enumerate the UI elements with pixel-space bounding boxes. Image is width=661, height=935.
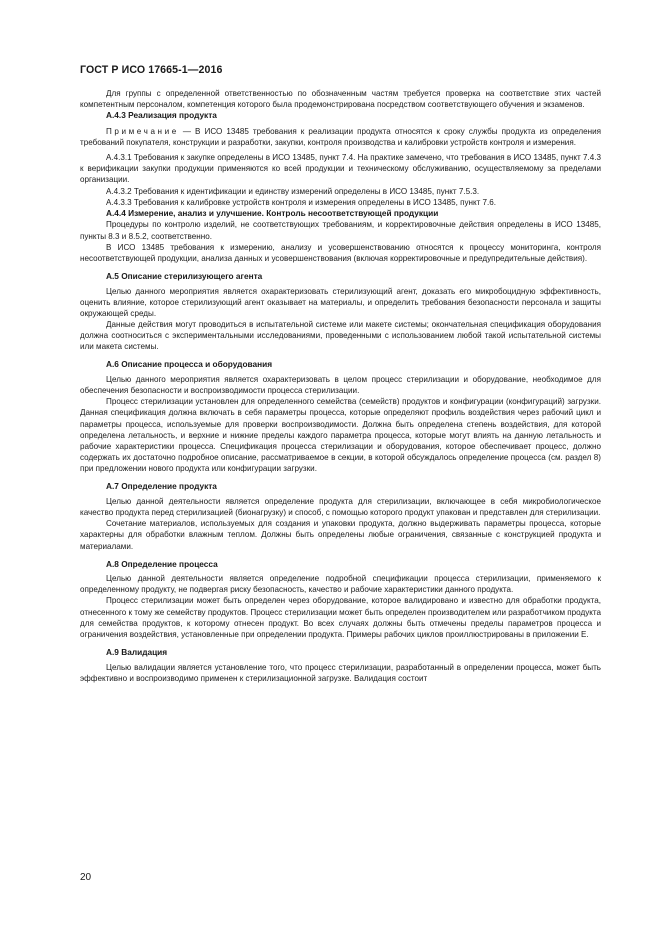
note-label: Примечание xyxy=(106,126,179,136)
paragraph: Целью данной деятельности является определение продукта для стерилизации, включающее в себя микробиологическое качество продукта перед стерилизацией (бионагрузку) и способ, с помощью которого продукт упакован и представлен для стерилизации. xyxy=(80,496,601,518)
note-text: — В ИСО 13485 требования к реализации продукта относятся к сроку службы продукта из определения требований покупателя, конструкции и разработки, закупки, контроля производства и калибровки устройств контроля и измерения. xyxy=(80,126,601,147)
paragraph: А.4.3.1 Требования к закупке определены в ИСО 13485, пункт 7.4. На практике замечено, что требования в ИСО 13485, пункт 7.4.3 к верификации закупки продукции применяются ко всей продукции и техническому обслуживанию, осуществляемому за пределами организации. xyxy=(80,153,601,185)
section-heading: А.8 Определение процесса xyxy=(106,558,218,569)
section-heading: А.5 Описание стерилизующего агента xyxy=(106,271,263,282)
paragraph: Целью валидации является установление того, что процесс стерилизации, разработанный в определении процесса, может быть эффективно и воспроизводимо применен к стерилизационной загрузке. Валидация состоит xyxy=(80,662,601,683)
paragraph: Сочетание материалов, используемых для создания и упаковки продукта, должно выдерживать параметры процесса, которые характерны для обработки влажным теплом. Должны быть определены любые ограничения, связанные с конструкцией продукта и материалами. xyxy=(80,519,601,551)
paragraph: А.4.3.3 Требования к калибровке устройств контроля и измерения определены в ИСО 13485, пункт 7.6. xyxy=(106,197,497,207)
paragraph: Целью данного мероприятия является охарактеризовать в целом процесс стерилизации и оборудование, необходимое для обеспечения безопасности и воспроизводимости процесса стерилизации. xyxy=(80,374,601,396)
paragraph: А.4.3.2 Требования к идентификации и единству измерений определены в ИСО 13485, пункт 7.5.3. xyxy=(106,186,480,196)
section-heading: А.9 Валидация xyxy=(106,647,168,658)
paragraph: Процедуры по контролю изделий, не соответствующих требованиям, и корректировочные действия определены в ИСО 13485, пункты 8.3 и 8.5.2, соответственно. xyxy=(80,220,601,241)
paragraph: В ИСО 13485 требования к измерению, анализу и усовершенствованию относятся к процессу мониторинга, контроля несоответствующей продукции, анализа данных и усовершенствования (включая корректировочные и предупредительные действия). xyxy=(80,242,601,263)
section-heading: А.6 Описание процесса и оборудования xyxy=(106,359,273,370)
section-heading: А.7 Определение продукта xyxy=(106,481,217,492)
page-number: 20 xyxy=(80,872,92,883)
paragraph: Целью данного мероприятия является охарактеризовать стерилизующий агент, доказать его микробоцидную эффективность, оценить влияние, которое стерилизующий агент оказывает на материалы, и определить требования безопасности персонала и защиты окружающей среды. xyxy=(80,286,601,318)
paragraph: Целью данной деятельности является определение подробной спецификации процесса стерилизации, применяемого к определенному продукту, не подвергая риску безопасность, качество и рабочие характеристики данного продукта. xyxy=(80,574,601,595)
document-body xyxy=(80,88,601,684)
paragraph: Процесс стерилизации установлен для определенного семейства (семейств) продуктов и конфигурации (конфигураций) загрузки. Данная спецификация должна включать в себя параметры процесса, которые определяют профиль воздействия через рабочий цикл и параметры процесса, используемые для проверки воспроизводимости. Должна быть определена степень воздействия, для которой определена летальность, и верхние и нижние пределы каждого параметра процесса, которые могут влиять на данную летальность и рабочие характеристики процесса. Спецификация процесса стерилизации и оборудования, которое обеспечивает процесс, должно содержать их достаточно подробное описание, рассматриваемое в секции, в которой обсуждалось определение процесса (см. раздел 8) при предложении нового продукта или конфигурации загрузки. xyxy=(80,397,601,474)
paragraph: Для группы с определенной ответственностью по обозначенным частям требуется проверка на соответствие этих частей компетентным персоналом, компетенция которого была продемонстрирована посредством соответствующего обучения и экзаменов. xyxy=(80,89,601,110)
note-paragraph xyxy=(80,126,601,148)
section-heading: А.4.4 Измерение, анализ и улучшение. Контроль несоответствующей продукции xyxy=(106,207,439,218)
paragraph: Процесс стерилизации может быть определен через оборудование, которое валидировано и известно для обработки продукта, отнесенного к тому же семейству продуктов. Процесс стерилизации может быть определен производителем или разработчиком продукта для семейства продуктов, к которому отнесен продукт. Во всех случаях должны быть отмечены пределы параметров процесса и ограничения воздействия, установленные при определении продукта. Примеры рабочих циклов проиллюстрированы в приложении Е. xyxy=(80,596,601,639)
document-header: ГОСТ Р ИСО 17665-1—2016 xyxy=(80,64,223,76)
paragraph: Данные действия могут проводиться в испытательной системе или макете системы; окончательная спецификация оборудования должна соотноситься с экспериментальными исследованиями, проведенными с использованием любой такой испытательной системы или макета системы. xyxy=(80,320,601,352)
section-heading: А.4.3 Реализация продукта xyxy=(106,110,217,121)
